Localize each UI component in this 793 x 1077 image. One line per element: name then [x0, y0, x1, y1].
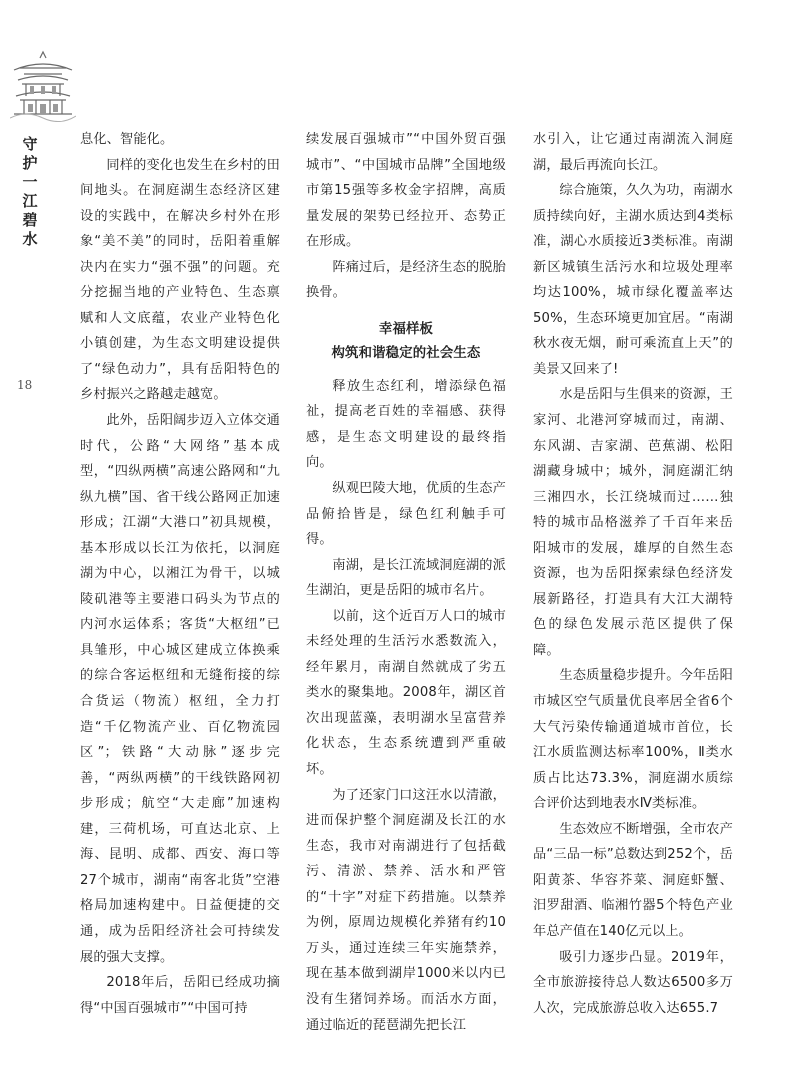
paragraph: 续发展百强城市”“中国外贸百强城市”、“中国城市品牌”全国地级市第15强等多枚金字招牌，高质量发展的架势已经拉开、态势正在形成。: [306, 132, 506, 250]
title-char: 碧: [22, 211, 38, 229]
title-char: 守: [22, 135, 38, 153]
text-column-1: [80, 127, 280, 1021]
paragraph: 南湖，是长江流域洞庭湖的派生湖泊，更是岳阳的城市名片。: [306, 557, 506, 599]
paragraph: 生态质量稳步提升。今年岳阳市城区空气质量优良率居全省6个大气污染传输通道城市首位，长江水质监测达标率100%，Ⅱ类水质占比达73.3%，洞庭湖水质综合评价达到地表水Ⅳ类标准。: [533, 668, 733, 812]
paragraph: 2018年后，岳阳已经成功摘得“中国百强城市”“中国可持: [80, 975, 280, 1016]
paragraph: 以前，这个近百万人口的城市未经处理的生活污水悉数流入，经年累月，南湖自然就成了劣五类水的聚集地。2008年，湖区首次出现蓝藻，表明湖水呈富营养化状态，生态系统遭到严重破坏。: [306, 608, 506, 778]
paragraph: 水是岳阳与生俱来的资源，王家河、北港河穿城而过，南湖、东风湖、吉家湖、芭蕉湖、松阳湖藏身城中；城外，洞庭湖汇纳三湘四水，长江绕城而过……独特的城市品格滋养了千百年来岳阳城市的发展，雄厚的自然生态资源，也为岳阳探索绿色经济发展新路径，打造具有大江大湖特色的绿色发展示范区提供了保障。: [533, 387, 733, 658]
text-column-2: [306, 127, 506, 1038]
paragraph: 同样的变化也发生在乡村的田间地头。在洞庭湖生态经济区建设的实践中，在解决乡村外在形象“美不美”的同时，岳阳着重解决内在实力“强不强”的问题。充分挖掘当地的产业特色、生态禀赋和人文底蕴，农业产业特色化小镇创建，为生态文明建设提供了“绿色动力”，具有岳阳特色的乡村振兴之路越走越宽。: [80, 157, 280, 403]
paragraph: 为了还家门口这汪水以清澈，进而保护整个洞庭湖及长江的水生态，我市对南湖进行了包括截污、清淤、禁养、活水和严管的“十字”对症下药措施。以禁养为例，原周边规模化养猪有约10万头，通过连续三年实施禁养，现在基本做到湖岸1000米以内已没有生猪饲养场。而活水方面，通过临近的琵琶湖先把长江: [306, 787, 506, 1033]
paragraph: 纵观巴陵大地，优质的生态产品俯拾皆是，绿色红利触手可得。: [306, 481, 506, 548]
paragraph: 此外，岳阳阔步迈入立体交通时代，公路“大网络”基本成型，“四纵两横”高速公路网和“九纵九横”国、省干线公路网正加速形成；江湖“大港口”初具规模，基本形成以长江为依托，以洞庭湖为中心，以湘江为骨干，以城陵矶港等主要港口码头为节点的内河水运体系；客货“大枢纽”已具雏形，中心城区建成立体换乘的综合客运枢纽和无缝衔接的综合货运（物流）枢纽，全力打造“千亿物流产业、百亿物流园区”；铁路“大动脉”逐步完善，“两纵两横”的干线铁路网初步形成；航空“大走廊”加速构建，三荷机场，可直达北京、上海、昆明、成都、西安、海口等27个城市，湖南“南客北货”空港格局加速构建中。日益便捷的交通，成为岳阳经济社会可持续发展的强大支撑。: [80, 413, 280, 965]
paragraph: 息化、智能化。: [80, 132, 174, 147]
paragraph: 释放生态红利，增添绿色福祉，提高老百姓的幸福感、获得感，是生态文明建设的最终指向。: [306, 378, 506, 471]
paragraph: 阵痛过后，是经济生态的脱胎换骨。: [306, 259, 506, 301]
title-char: 水: [22, 230, 38, 248]
title-char: 一: [22, 173, 38, 191]
text-column-3: [533, 127, 733, 1021]
paragraph: 水引入，让它通过南湖流入洞庭湖，最后再流向长江。: [533, 132, 733, 173]
section-vertical-title: [17, 135, 43, 249]
section-heading: [306, 318, 506, 366]
section-heading-line-1: 幸福样板: [378, 321, 434, 337]
paragraph: 综合施策，久久为功，南湖水质持续向好，主湖水质达到4类标准，湖心水质接近3类标准。南湖新区城镇生活污水和垃圾处理率均达100%，城市绿化覆盖率达50%，生态环境更加宜居。“南湖秋水夜无烟，耐可乘流直上天”的美景又回来了!: [533, 183, 733, 377]
pavilion-emblem-icon: [10, 50, 76, 122]
section-heading-line-2: 构筑和谐稳定的社会生态: [331, 345, 481, 361]
paragraph: 吸引力逐步凸显。2019年，全市旅游接待总人数达6500多万人次，完成旅游总收入达655.7: [533, 949, 733, 1016]
title-char: 护: [22, 154, 38, 172]
page-number: 18: [17, 378, 33, 392]
title-char: 江: [22, 192, 38, 210]
paragraph: 生态效应不断增强，全市农产品“三品一标”总数达到252个，岳阳黄茶、华容芥菜、洞庭虾蟹、汨罗甜酒、临湘竹器5个特色产业年总产值在140亿元以上。: [533, 821, 733, 939]
